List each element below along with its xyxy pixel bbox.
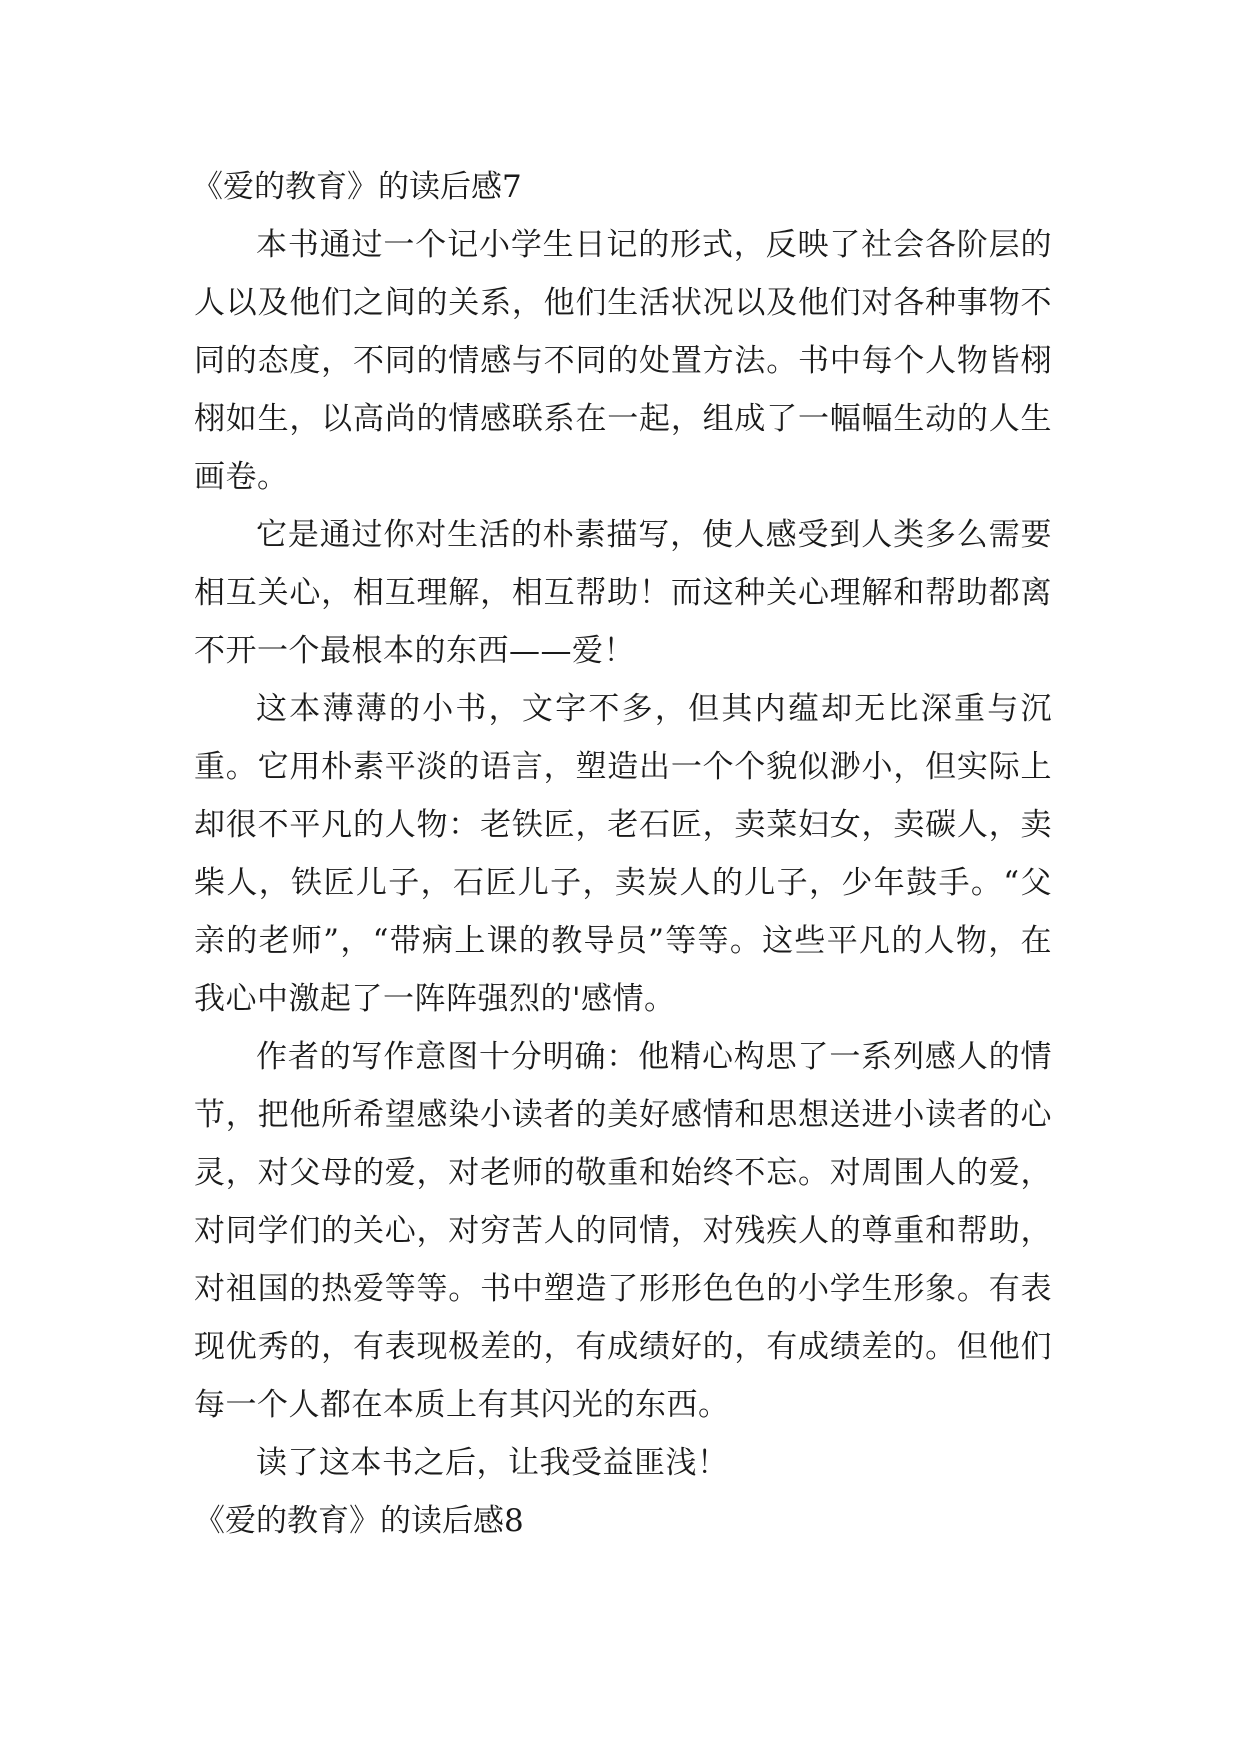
paragraph-3: 这本薄薄的小书，文字不多，但其内蕴却无比深重与沉重。它用朴素平淡的语言，塑造出一个个貌似渺小，但实际上却很不平凡的人物：老铁匠，老石匠，卖菜妇女，卖碳人，卖柴人，铁匠儿子，石匠儿子，卖炭人的儿子，少年鼓手。“父亲的老师”，“带病上课的教导员”等等。这些平凡的人物，在我心中激起了一阵阵强烈的'感情。 bbox=[194, 691, 1052, 1017]
paragraph-5: 读了这本书之后，让我受益匪浅！ bbox=[256, 1445, 729, 1481]
section-heading-7: 《爱的教育》的读后感7 bbox=[192, 169, 522, 205]
paragraph-4: 作者的写作意图十分明确：他精心构思了一系列感人的情节，把他所希望感染小读者的美好感情和思想送进小读者的心灵，对父母的爱，对老师的敬重和始终不忘。对周围人的爱，对同学们的关心，对穷苦人的同情，对残疾人的尊重和帮助，对祖国的热爱等等。书中塑造了形形色色的小学生形象。有表现优秀的，有表现极差的，有成绩好的，有成绩差的。但他们每一个人都在本质上有其闪光的东西。 bbox=[194, 1039, 1052, 1423]
document-body bbox=[194, 158, 1052, 1550]
paragraph-1: 本书通过一个记小学生日记的形式，反映了社会各阶层的人以及他们之间的关系，他们生活状况以及他们对各种事物不同的态度，不同的情感与不同的处置方法。书中每个人物皆栩栩如生，以高尚的情感联系在一起，组成了一幅幅生动的人生画卷。 bbox=[194, 227, 1052, 495]
section-heading-8: 《爱的教育》的读后感8 bbox=[194, 1503, 524, 1539]
paragraph-2: 它是通过你对生活的朴素描写，使人感受到人类多么需要相互关心，相互理解，相互帮助！而这种关心理解和帮助都离不开一个最根本的东西——爱！ bbox=[194, 517, 1052, 669]
